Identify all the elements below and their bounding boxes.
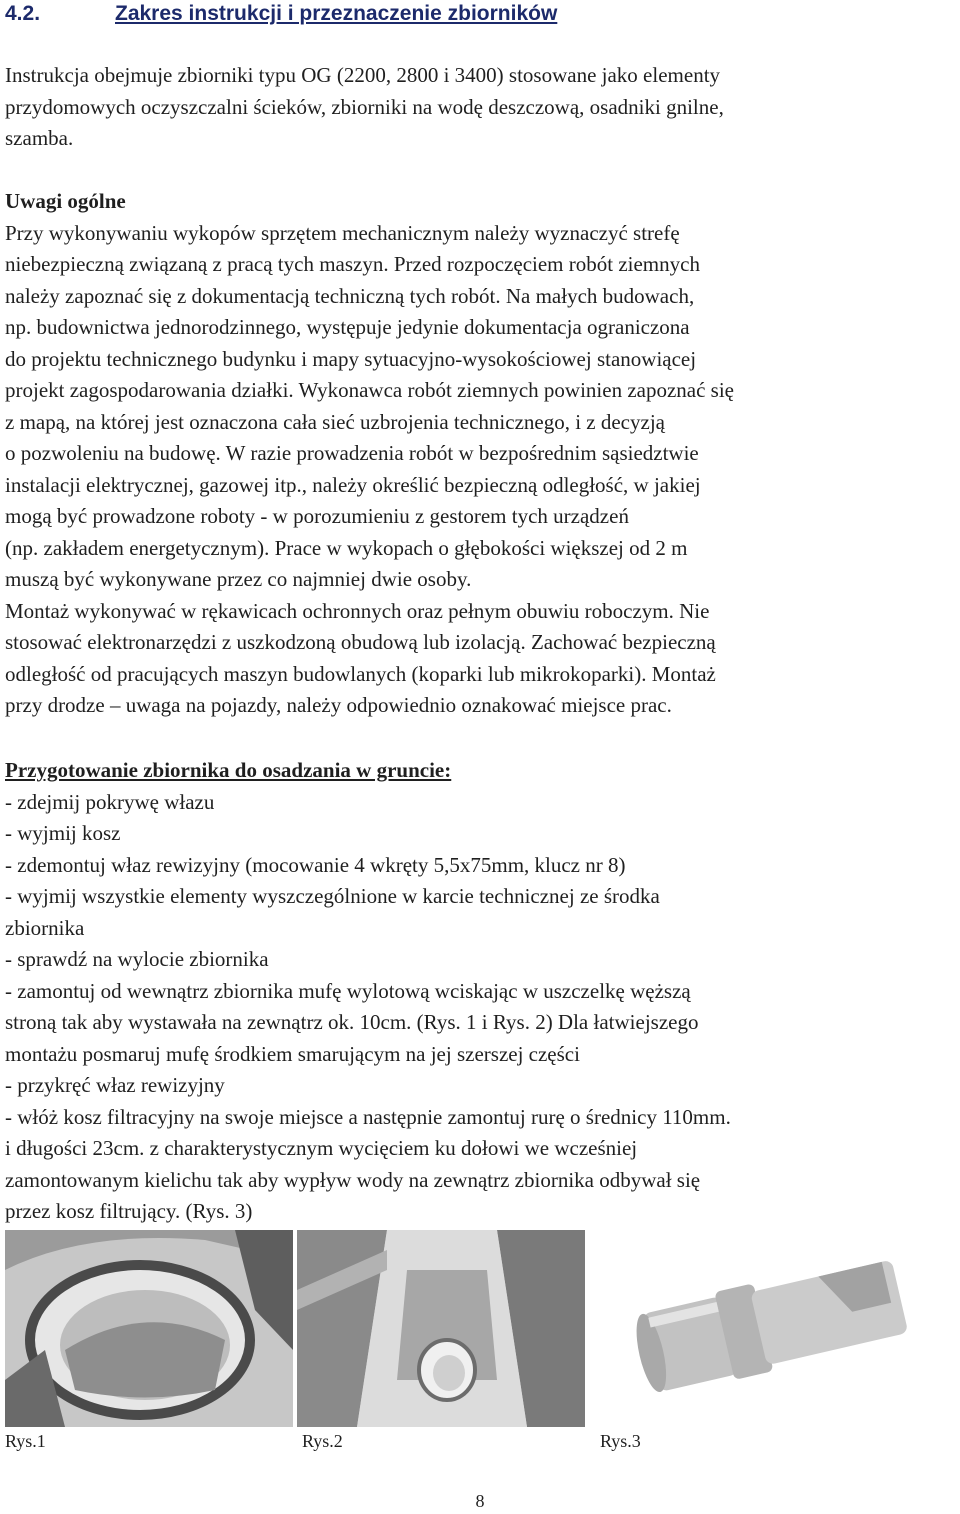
list-item: - włóż kosz filtracyjny na swoje miejsce a następnie zamontuj rurę o średnicy 110mm.: [5, 1104, 731, 1129]
list-item: i długości 23cm. z charakterystycznym wycięciem ku dołowi we wcześniej: [5, 1136, 638, 1160]
preparation-section: [5, 755, 731, 1228]
text-line: do projektu technicznego budynku i mapy sytuacyjno-wysokościowej stanowiącej: [5, 346, 697, 371]
text-line: np. budownictwa jednorodzinnego, występuje jedynie dokumentacja ograniczona: [5, 315, 690, 339]
list-item: - sprawdź na wylocie zbiornika: [5, 947, 269, 971]
section-number: 4.2.: [5, 2, 41, 25]
text-line: przy drodze – uwaga na pojazdy, należy odpowiednio oznakować miejsce prac.: [5, 693, 672, 717]
general-notes: [5, 186, 734, 722]
list-item: - wyjmij wszystkie elementy wyszczególnione w karcie technicznej ze środka: [5, 884, 660, 908]
text-line: o pozwoleniu na budowę. W razie prowadzenia robót w bezpośrednim sąsiedztwie: [5, 441, 699, 465]
figure-2-caption: Rys.2: [302, 1431, 343, 1451]
figure-3-pipe-photo: [592, 1230, 954, 1427]
section-title: Zakres instrukcji i przeznaczenie zbiorników: [115, 2, 558, 25]
list-item: - zdejmij pokrywę włazu: [5, 789, 215, 814]
list-item: - przykręć właz rewizyjny: [5, 1073, 225, 1097]
general-notes-title: Uwagi ogólne: [5, 189, 126, 213]
list-item: zbiornika: [5, 915, 85, 940]
text-line: projekt zagospodarowania działki. Wykonawca robót ziemnych powinien zapoznać się: [5, 378, 735, 402]
text-line: muszą być wykonywane przez co najmniej dwie osoby.: [5, 567, 472, 591]
preparation-title: Przygotowanie zbiornika do osadzania w gruncie:: [5, 758, 452, 782]
text-line: z mapą, na której jest oznaczona cała sieć uzbrojenia technicznego, i z decyzją: [5, 409, 665, 434]
section-heading: [5, 2, 557, 26]
text-line: stosować elektronarzędzi z uszkodzoną obudową lub izolacją. Zachować bezpieczną: [5, 630, 716, 654]
text-line: niebezpieczną związaną z pracą tych maszyn. Przed rozpoczęciem robót ziemnych: [5, 252, 700, 276]
text-line: Instrukcja obejmuje zbiorniki typu OG (2200, 2800 i 3400) stosowane jako elementy: [5, 63, 721, 87]
list-item: - zdemontuj właz rewizyjny (mocowanie 4 wkręty 5,5x75mm, klucz nr 8): [5, 852, 626, 877]
page-number: 8: [475, 1491, 485, 1511]
list-item: stroną tak aby wystawała na zewnątrz ok. 10cm. (Rys. 1 i Rys. 2) Dla łatwiejszego: [5, 1010, 699, 1034]
list-item: zamontowanym kielichu tak aby wypływ wody na zewnątrz zbiornika odbywał się: [5, 1167, 701, 1192]
figure-2-outlet-photo: [297, 1230, 585, 1427]
list-item: - zamontuj od wewnątrz zbiornika mufę wylotową wciskając w uszczelkę węższą: [5, 978, 691, 1003]
text-line: instalacji elektrycznej, gazowej itp., należy określić bezpieczną odległość, w jakiej: [5, 472, 701, 497]
list-item: przez kosz filtrujący. (Rys. 3): [5, 1199, 253, 1223]
text-line: Montaż wykonywać w rękawicach ochronnych oraz pełnym obuwiu roboczym. Nie: [5, 598, 710, 623]
text-line: przydomowych oczyszczalni ścieków, zbiorniki na wodę deszczową, osadniki gnilne,: [5, 94, 724, 119]
text-line: (np. zakładem energetycznym). Prace w wykopach o głębokości większej od 2 m: [5, 535, 688, 560]
figure-3-caption: Rys.3: [600, 1431, 641, 1451]
figure-1-caption: Rys.1: [5, 1431, 46, 1451]
text-line: należy zapoznać się z dokumentacją techniczną tych robót. Na małych budowach,: [5, 283, 695, 308]
figure-1-tank-photo: [5, 1230, 293, 1427]
text-line: Przy wykonywaniu wykopów sprzętem mechanicznym należy wyznaczyć strefę: [5, 220, 680, 245]
text-line: mogą być prowadzone roboty - w porozumieniu z gestorem tych urządzeń: [5, 504, 629, 528]
text-line: odległość od pracujących maszyn budowlanych (koparki lub mikrokoparki). Montaż: [5, 661, 716, 686]
list-item: montażu posmaruj mufę środkiem smarującym na jej szerszej części: [5, 1041, 580, 1066]
list-item: - wyjmij kosz: [5, 821, 121, 845]
intro-paragraph: [5, 60, 724, 155]
text-line: szamba.: [5, 126, 74, 150]
